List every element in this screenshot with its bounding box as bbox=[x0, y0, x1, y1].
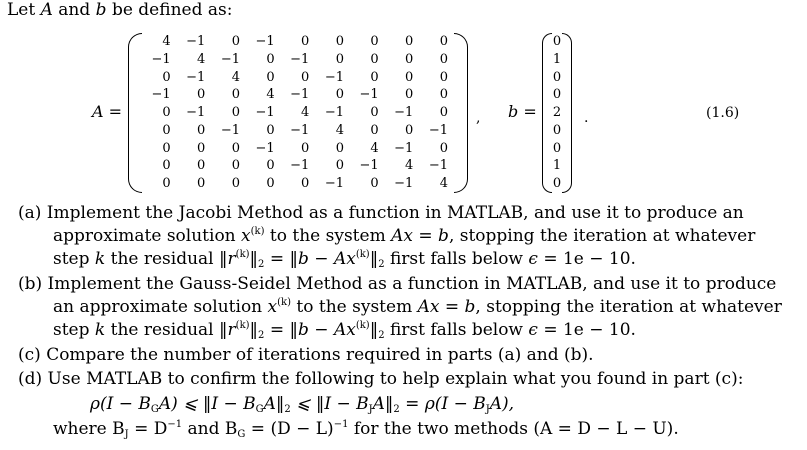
matrix-cell: −1 bbox=[151, 87, 171, 103]
matrix-cell: 0 bbox=[162, 69, 171, 85]
matrix-cell: 0 bbox=[197, 176, 206, 192]
matrix-cell: 0 bbox=[335, 34, 344, 49]
matrix-cell: 4 bbox=[439, 176, 448, 192]
matrix-cell: 0 bbox=[266, 69, 275, 85]
matrix-cell: 0 bbox=[301, 69, 310, 85]
matrix-cell: 0 bbox=[439, 69, 448, 85]
matrix-cell: 0 bbox=[370, 69, 379, 85]
matrix-cell: 0 bbox=[162, 158, 171, 174]
matrix-cell: 0 bbox=[439, 105, 448, 121]
matrix-cell: 0 bbox=[162, 176, 171, 192]
vector-cell: 0 bbox=[552, 34, 562, 49]
matrix-cell: −1 bbox=[394, 140, 414, 156]
matrix-cell: 0 bbox=[231, 34, 240, 49]
part-b-line3: step k the residual $‖r^{(k)}‖_2$ = ‖b − $Ax^{(k)}‖_2$ first falls below ϵ = 1e − 10. bbox=[53, 320, 636, 341]
matrix-cell: 0 bbox=[335, 158, 344, 174]
part-d-where: where $B_J = D^{-1}$ and $B_G = (D - L)^{-1}$ for the two methods (A = D − L − U). bbox=[53, 419, 679, 440]
matrix-cell: −1 bbox=[428, 122, 448, 138]
matrix-cell: 0 bbox=[231, 140, 240, 156]
vector-cell: 0 bbox=[552, 87, 562, 103]
matrix-cell: 0 bbox=[266, 51, 275, 67]
matrix-cell: 4 bbox=[231, 69, 240, 85]
right-paren bbox=[562, 33, 572, 193]
matrix-cell: 0 bbox=[439, 87, 448, 103]
matrix-cell: −1 bbox=[186, 105, 206, 121]
matrix-cell: 0 bbox=[405, 87, 414, 103]
matrix-cell: −1 bbox=[324, 176, 344, 192]
matrix-cell: 0 bbox=[405, 34, 414, 49]
matrix-cell: −1 bbox=[359, 158, 379, 174]
matrix-cell: 0 bbox=[197, 87, 206, 103]
vector-cell: 0 bbox=[552, 122, 562, 138]
matrix-cell: 4 bbox=[405, 158, 414, 174]
matrix-cell: −1 bbox=[324, 105, 344, 121]
part-a-line3: step k the residual $‖r^{(k)}‖_2$ = ‖b − $Ax^{(k)}‖_2$ first falls below ϵ = 1e − 10. bbox=[53, 249, 636, 270]
matrix-A bbox=[128, 33, 468, 193]
comma: , bbox=[476, 110, 481, 126]
matrix-cell: 0 bbox=[370, 105, 379, 121]
matrix-cell: 0 bbox=[439, 34, 448, 49]
matrix-cell: −1 bbox=[220, 122, 240, 138]
vector-label: b = bbox=[508, 102, 537, 121]
matrix-cell: −1 bbox=[186, 69, 206, 85]
matrix-cell: −1 bbox=[186, 34, 206, 49]
matrix-cell: 0 bbox=[231, 158, 240, 174]
matrix-cell: −1 bbox=[359, 87, 379, 103]
part-a-line1: (a) Implement the Jacobi Method as a function in MATLAB, and use it to produce an bbox=[18, 203, 744, 223]
matrix-cell: 0 bbox=[370, 122, 379, 138]
matrix-cell: 0 bbox=[197, 140, 206, 156]
matrix-cell: 0 bbox=[197, 158, 206, 174]
matrix-cell: −1 bbox=[151, 51, 171, 67]
matrix-cell: 0 bbox=[370, 34, 379, 49]
matrix-cell: 4 bbox=[197, 51, 206, 67]
part-a-line2: approximate solution $x^{(k)}$ to the system Ax = b, stopping the iteration at whatever bbox=[53, 226, 756, 246]
matrix-cell: 0 bbox=[405, 51, 414, 67]
matrix-cell: 0 bbox=[266, 176, 275, 192]
vector-cell: 1 bbox=[552, 51, 562, 67]
matrix-cell: 4 bbox=[370, 140, 379, 156]
left-paren bbox=[128, 33, 142, 193]
matrix-cell: −1 bbox=[290, 158, 310, 174]
equation-number: (1.6) bbox=[706, 105, 740, 121]
matrix-cell: 0 bbox=[301, 140, 310, 156]
matrix-cell: −1 bbox=[220, 51, 240, 67]
matrix-grid bbox=[142, 33, 454, 193]
part-d-inequality: $\rho(I - B_GA)$ ⩽ ‖I − $B_GA‖_2$ ⩽ ‖I − $B_JA‖_2 = \rho(I - B_JA)$, bbox=[90, 394, 515, 415]
matrix-cell: 4 bbox=[266, 87, 275, 103]
right-paren bbox=[454, 33, 468, 193]
matrix-cell: 0 bbox=[439, 51, 448, 67]
matrix-cell: 0 bbox=[162, 105, 171, 121]
matrix-cell: −1 bbox=[394, 176, 414, 192]
matrix-cell: −1 bbox=[324, 69, 344, 85]
matrix-cell: 0 bbox=[301, 34, 310, 49]
matrix-cell: 4 bbox=[301, 105, 310, 121]
matrix-label: A = bbox=[92, 102, 123, 121]
period: . bbox=[584, 110, 589, 126]
matrix-cell: 0 bbox=[231, 176, 240, 192]
matrix-cell: −1 bbox=[290, 122, 310, 138]
matrix-cell: −1 bbox=[428, 158, 448, 174]
part-c-line1: (c) Compare the number of iterations required in parts (a) and (b). bbox=[18, 345, 594, 365]
matrix-cell: 0 bbox=[335, 140, 344, 156]
matrix-cell: 0 bbox=[370, 51, 379, 67]
matrix-cell: 4 bbox=[162, 34, 171, 49]
matrix-cell: 0 bbox=[231, 105, 240, 121]
vector-cell: 0 bbox=[552, 140, 562, 156]
matrix-cell: −1 bbox=[394, 105, 414, 121]
intro-line: Let A and b be defined as: bbox=[7, 0, 233, 20]
part-b-line2: an approximate solution $x^{(k)}$ to the system Ax = b, stopping the iteration at whatever bbox=[53, 297, 782, 317]
matrix-cell: 0 bbox=[162, 122, 171, 138]
part-d-line1: (d) Use MATLAB to confirm the following to help explain what you found in part (c): bbox=[18, 369, 744, 389]
matrix-cell: 0 bbox=[162, 140, 171, 156]
matrix-cell: 0 bbox=[405, 122, 414, 138]
matrix-cell: −1 bbox=[290, 87, 310, 103]
equation-block bbox=[0, 30, 807, 200]
vector-cell: 0 bbox=[552, 176, 562, 192]
matrix-cell: −1 bbox=[255, 140, 275, 156]
matrix-cell: −1 bbox=[290, 51, 310, 67]
vector-b bbox=[542, 33, 572, 193]
matrix-cell: 0 bbox=[197, 122, 206, 138]
vector-cell: 0 bbox=[552, 69, 562, 85]
matrix-cell: 4 bbox=[335, 122, 344, 138]
vector-cell: 1 bbox=[552, 158, 562, 174]
matrix-cell: −1 bbox=[255, 105, 275, 121]
matrix-cell: 0 bbox=[405, 69, 414, 85]
matrix-cell: 0 bbox=[439, 140, 448, 156]
part-b-line1: (b) Implement the Gauss-Seidel Method as a function in MATLAB, and use it to produce bbox=[18, 274, 777, 294]
matrix-cell: 0 bbox=[301, 176, 310, 192]
matrix-cell: 0 bbox=[335, 87, 344, 103]
matrix-cell: 0 bbox=[231, 87, 240, 103]
matrix-cell: 0 bbox=[370, 176, 379, 192]
matrix-cell: −1 bbox=[255, 34, 275, 49]
matrix-cell: 0 bbox=[266, 122, 275, 138]
matrix-cell: 0 bbox=[335, 51, 344, 67]
matrix-cell: 0 bbox=[266, 158, 275, 174]
vector-cell: 2 bbox=[552, 105, 562, 121]
